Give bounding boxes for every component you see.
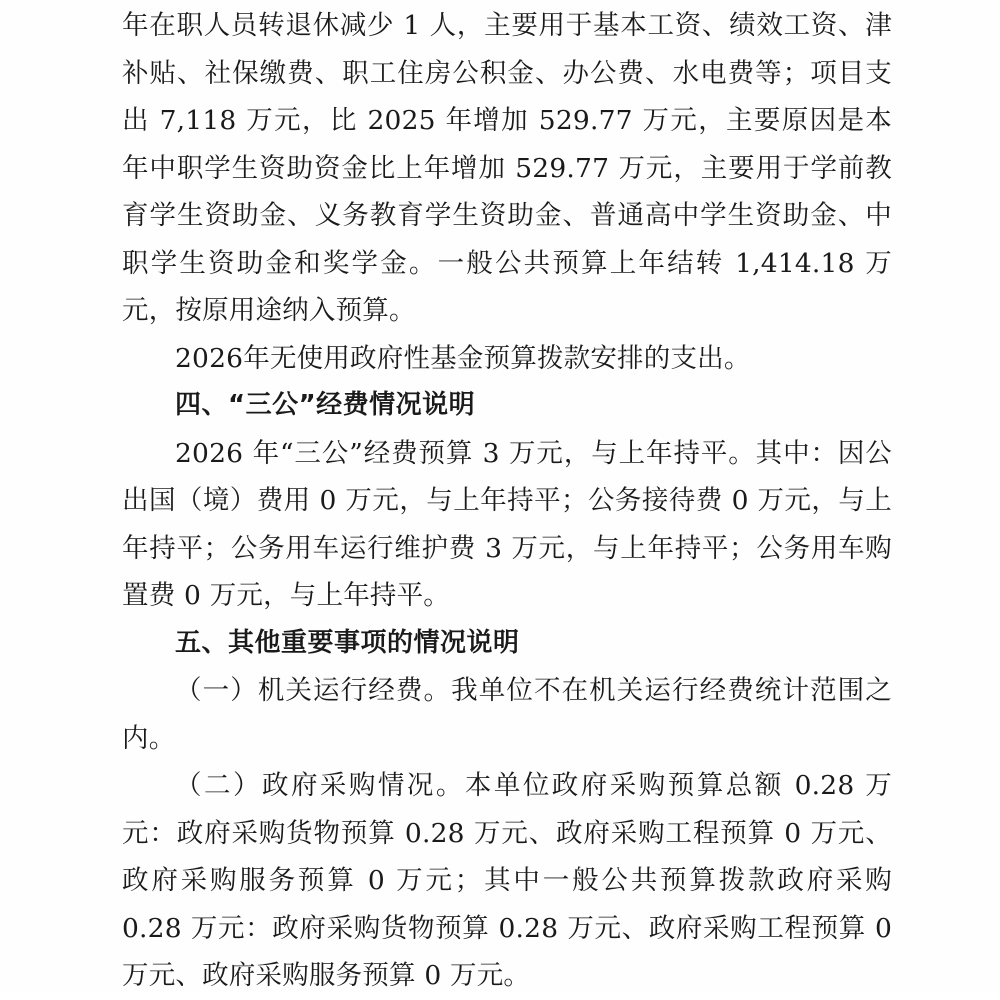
heading-section-five: 五、其他重要事项的情况说明: [175, 627, 520, 658]
paragraph-budget-expenditure: 年在职人员转退休减少 1 人，主要用于基本工资、绩效工资、津补贴、社保缴费、职工住房公积金、办公费、水电费等；项目支出 7,118 万元，比 2025 年增加 529.77 万元，主要原因是本年中职学生资助资金比上年增加 529.77 万元，主要用于学前教育学生资助金、义务教育学生资助金、普通高中学生资助金、中职学生资助金和奖学金。一般公共预算上年结转 1,414.18 万元，按原用途纳入预算。: [122, 10, 892, 326]
paragraph-item-one-operating-funds: （一）机关运行经费。我单位不在机关运行经费统计范围之内。: [122, 675, 892, 754]
document-body: [122, 0, 892, 1000]
paragraph-three-public-expenses: 2026 年“三公”经费预算 3 万元，与上年持平。其中：因公出国（境）费用 0 万元，与上年持平；公务接待费 0 万元，与上年持平；公务用车运行维护费 3 万元，与上年持平；公务用车购置费 0 万元，与上年持平。: [122, 437, 892, 611]
heading-section-four: 四、“三公”经费情况说明: [175, 390, 476, 420]
paragraph-government-fund: 2026年无使用政府性基金预算拨款安排的支出。: [175, 342, 751, 374]
paragraph-item-two-procurement: （二）政府采购情况。本单位政府采购预算总额 0.28 万元：政府采购货物预算 0.28 万元、政府采购工程预算 0 万元、政府采购服务预算 0 万元；其中一般公共预算拨款政府采购 0.28 万元：政府采购货物预算 0.28 万元、政府采购工程预算 0 万元、政府采购服务预算 0 万元。: [122, 770, 892, 991]
